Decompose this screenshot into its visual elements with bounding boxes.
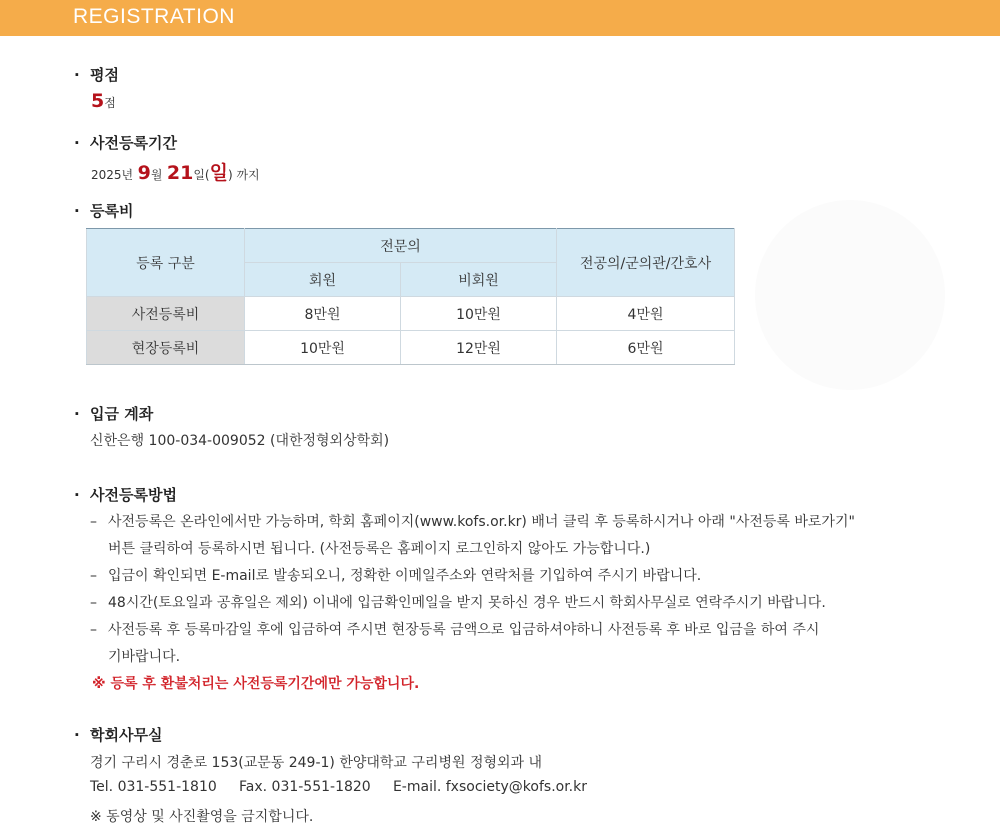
fee-heading-label: 등록비 (90, 202, 134, 220)
section-heading-office (74, 724, 162, 745)
table-row (87, 297, 735, 331)
list-item-text: 사전등록은 온라인에서만 가능하며, 학회 홈페이지(www.kofs.or.kr) 배너 클릭 후 등록하시거나 아래 "사전등록 바로가기" (108, 514, 855, 530)
date-weekday: 일 (209, 162, 228, 184)
row-label: 현장등록비 (87, 331, 245, 365)
table-header-nonmember: 비회원 (401, 263, 557, 297)
list-item-text: 사전등록 후 등록마감일 후에 입금하여 주시면 현장등록 금액으로 입금하셔야하니 사전등록 후 바로 입금을 하여 주시 (108, 622, 820, 638)
office-contact: Tel. 031-551-1810 Fax. 031-551-1820 E-mail. fxsociety@kofs.or.kr (90, 779, 587, 795)
cell-nonmember: 12만원 (401, 331, 557, 365)
date-suffix: ) 까지 (227, 168, 260, 182)
list-item (90, 592, 826, 612)
date-day-unit: 일( (193, 168, 210, 182)
date-month: 9 (137, 162, 151, 184)
office-heading-label: 학회사무실 (90, 726, 163, 744)
list-item-text: 48시간(토요일과 공휴일은 제외) 이내에 입금확인메일을 받지 못하신 경우 반드시 학회사무실로 연락주시기 바랍니다. (108, 595, 826, 611)
list-item (90, 619, 819, 639)
table-header-category: 등록 구분 (87, 229, 245, 297)
fee-table (86, 228, 735, 365)
cell-nonmember: 10만원 (401, 297, 557, 331)
list-item-continuation: 기바랍니다. (108, 649, 181, 665)
account-text: 신한은행 100-034-009052 (대한정형외상학회) (90, 433, 390, 449)
bullet: · (74, 486, 80, 504)
list-item (90, 511, 855, 531)
bullet: · (74, 405, 80, 423)
bullet: · (74, 202, 80, 220)
refund-notice: ※ 등록 후 환불처리는 사전등록기간에만 가능합니다. (92, 676, 420, 692)
bullet: · (74, 134, 80, 152)
row-label: 사전등록비 (87, 297, 245, 331)
table-header-member: 회원 (245, 263, 401, 297)
cell-member: 10만원 (245, 331, 401, 365)
section-heading-account (74, 403, 153, 424)
section-heading-score (74, 64, 119, 85)
decorative-circle (755, 200, 945, 390)
date-month-unit: 월 (150, 168, 163, 182)
cell-other: 4만원 (557, 297, 735, 331)
section-heading-pre-period (74, 132, 177, 153)
page-title: REGISTRATION (73, 5, 235, 28)
date-year: 2025년 (91, 168, 134, 182)
score-unit: 점 (104, 96, 116, 110)
table-row (87, 331, 735, 365)
list-item-continuation: 버튼 클릭하여 등록하시면 됩니다. (사전등록은 홈페이지 로그인하지 않아도 가능합니다.) (108, 541, 651, 557)
section-heading-fee (74, 200, 133, 221)
pre-period-heading-label: 사전등록기간 (90, 134, 177, 152)
score-heading-label: 평점 (90, 66, 119, 84)
cell-member: 8만원 (245, 297, 401, 331)
office-note: ※ 동영상 및 사진촬영을 금지합니다. (90, 809, 314, 825)
score-number: 5 (91, 90, 105, 112)
account-heading-label: 입금 계좌 (90, 405, 154, 423)
office-address: 경기 구리시 경춘로 153(교문동 249-1) 한양대학교 구리병원 정형외과 내 (90, 755, 543, 771)
bullet: · (74, 66, 80, 84)
dash-bullet: – (90, 622, 97, 638)
cell-other: 6만원 (557, 331, 735, 365)
dash-bullet: – (90, 595, 97, 611)
pre-period-date (91, 158, 260, 185)
dash-bullet: – (90, 568, 97, 584)
table-header-other: 전공의/군의관/간호사 (557, 229, 735, 297)
page-header (0, 0, 1000, 36)
dash-bullet: – (90, 514, 97, 530)
section-heading-method (74, 484, 177, 505)
list-item (90, 565, 701, 585)
score-value (91, 90, 116, 112)
date-day: 21 (166, 162, 194, 184)
list-item-text: 입금이 확인되면 E-mail로 발송되오니, 정확한 이메일주소와 연락처를 기입하여 주시기 바랍니다. (108, 568, 702, 584)
table-header-specialist: 전문의 (245, 229, 557, 263)
bullet: · (74, 726, 80, 744)
method-heading-label: 사전등록방법 (90, 486, 177, 504)
